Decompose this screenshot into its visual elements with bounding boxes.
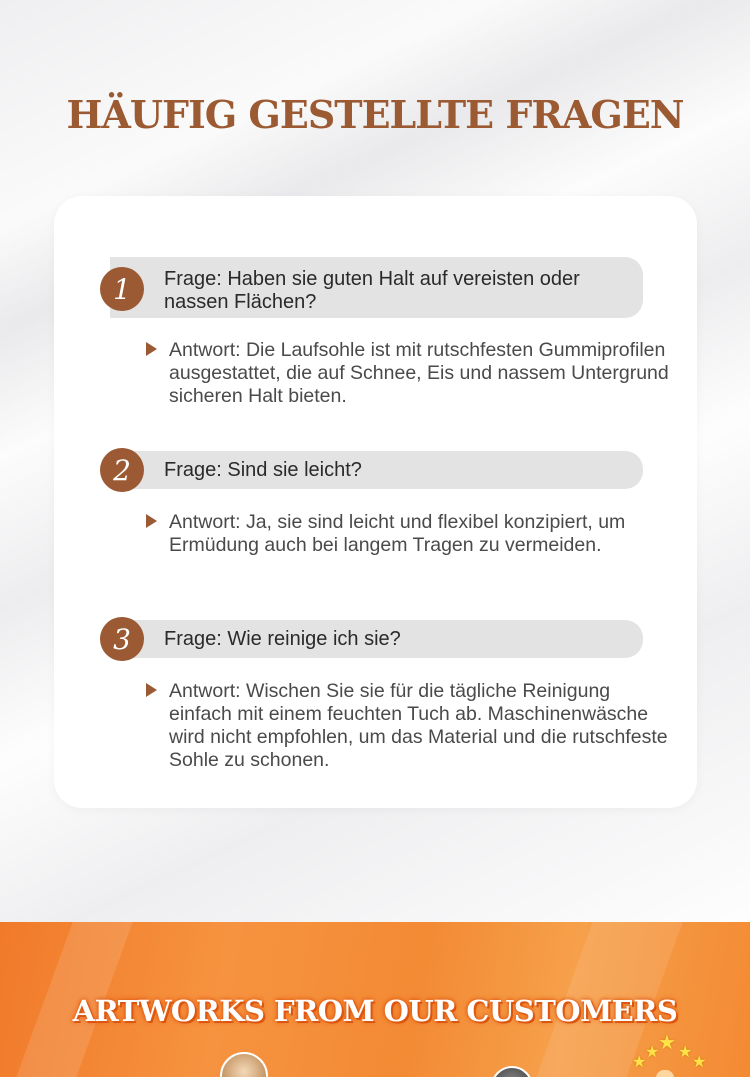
question-text: Frage: Sind sie leicht? xyxy=(164,459,362,481)
triangle-right-icon xyxy=(146,683,157,697)
question-text: Frage: Haben sie guten Halt auf vereisten oder nassen Flächen? xyxy=(164,268,580,313)
star-icon: ★ xyxy=(645,1042,660,1061)
answer-text: Antwort: Wischen Sie sie für die tägliche Reinigung einfach mit einem feuchten Tuch ab. Maschinenwäsche wird nicht empfohlen, um das Material und die rutschfeste Sohle zu schonen. xyxy=(169,680,668,771)
star-icon: ★ xyxy=(632,1052,647,1071)
number-badge: 3 xyxy=(100,617,144,661)
triangle-right-icon xyxy=(146,514,157,528)
gallery-title: ARTWORKS FROM OUR CUSTOMERS xyxy=(72,994,678,1028)
customer-gallery-banner xyxy=(0,922,750,1077)
faq-title: HÄUFIG GESTELLTE FRAGEN xyxy=(66,92,684,137)
faq-card xyxy=(54,196,697,808)
customer-avatar[interactable] xyxy=(491,1066,533,1077)
star-icon: ★ xyxy=(658,1030,676,1054)
question-text: Frage: Wie reinige ich sie? xyxy=(164,628,401,650)
triangle-right-icon xyxy=(146,342,157,356)
thumbs-up-icon xyxy=(656,1070,674,1077)
number-badge: 1 xyxy=(100,267,144,311)
customer-avatar[interactable] xyxy=(220,1052,268,1077)
number-badge: 2 xyxy=(100,448,144,492)
star-icon: ★ xyxy=(678,1042,693,1061)
star-icon: ★ xyxy=(692,1052,707,1071)
answer-text: Antwort: Ja, sie sind leicht und flexibel konzipiert, um Ermüdung auch bei langem Tragen zu vermeiden. xyxy=(169,511,626,556)
answer-text: Antwort: Die Laufsohle ist mit rutschfesten Gummiprofilen ausgestattet, die auf Schnee, Eis und nassem Untergrund sicheren Halt bieten. xyxy=(169,339,669,407)
